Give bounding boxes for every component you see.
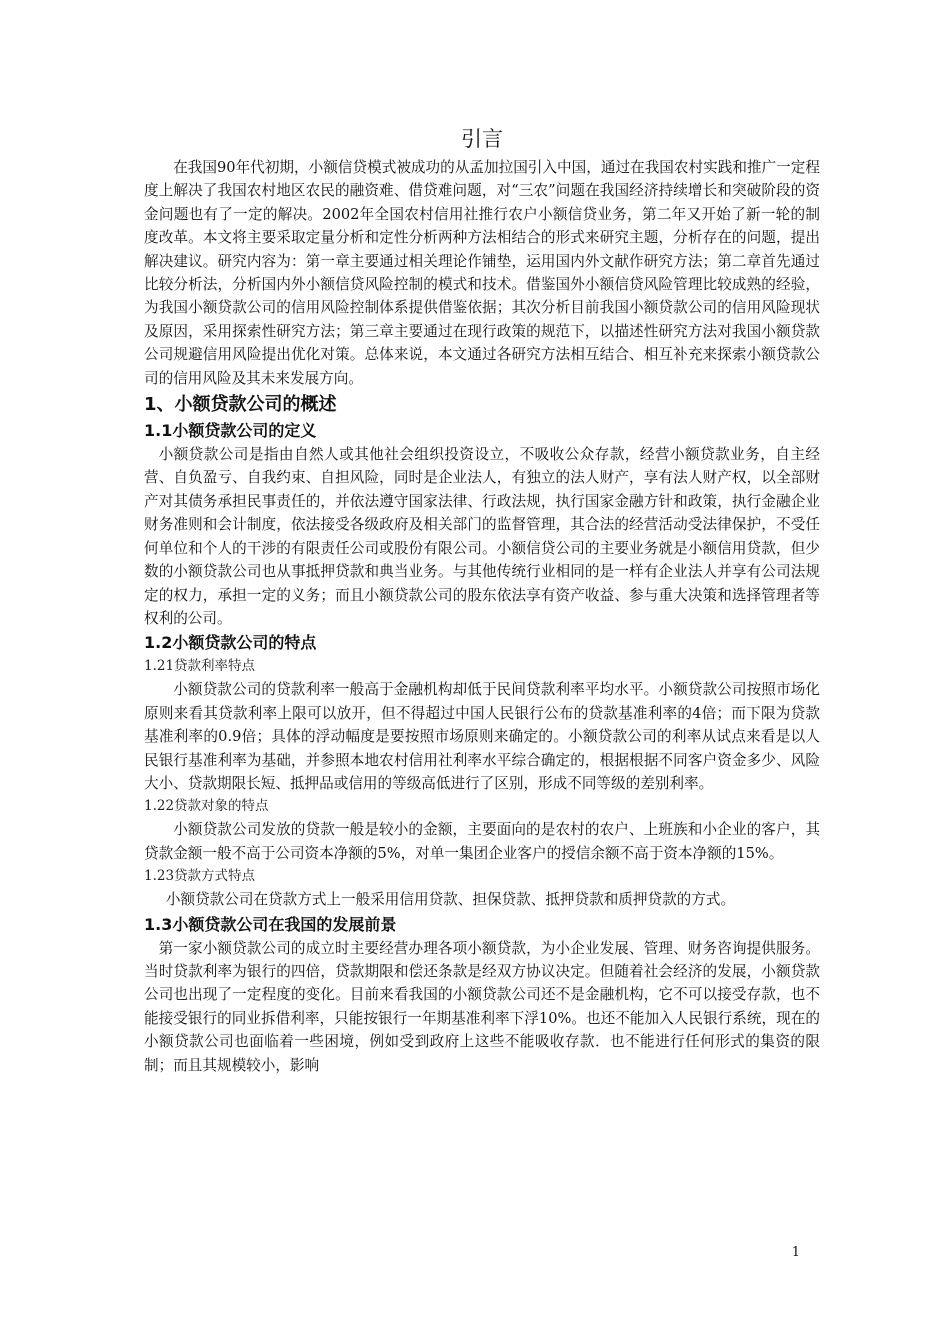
section-1-21-heading: 1.21贷款利率特点: [144, 658, 256, 675]
section-1-22-paragraph: 小额贷款公司发放的贷款一般是较小的金额，主要面向的是农村的农户、上班族和小企业的客户，其贷款金额一般不高于公司资本净额的5%，对单一集团企业客户的授信余额不高于资本净额的15%。: [144, 821, 820, 862]
intro-paragraph: 在我国90年代初期，小额信贷模式被成功的从孟加拉国引入中国，通过在我国农村实践和推广一定程度上解决了我国农村地区农民的融资难、借贷难问题，对“三农”问题在我国经济持续增长和突破阶段的资金问题也有了一定的解决。2002年全国农村信用社推行农户小额信贷业务，第二年又开始了新一轮的制度改革。本文将主要采取定量分析和定性分析两种方法相结合的形式来研究主题，分析存在的问题，提出解决建议。研究内容为：第一章主要通过相关理论作铺垫，运用国内外文献作研究方法；第二章首先通过比较分析法，分析国内外小额信贷风险控制的模式和技术。借鉴国外小额信贷风险管理比较成熟的经验，为我国小额贷款公司的信用风险控制体系提供借鉴依据；其次分析目前我国小额贷款公司的信用风险现状及原因，采用探索性研究方法；第三章主要通过在现行政策的规范下，以描述性研究方法对我国小额贷款公司规避信用风险提出优化对策。总体来说，本文通过各研究方法相互结合、相互补充来探索小额贷款公司的信用风险及其未来发展方向。: [144, 159, 820, 387]
section-1-22-heading: 1.22贷款对象的特点: [144, 798, 269, 815]
section-1-23-heading: 1.23贷款方式特点: [144, 868, 256, 885]
section-1-3-paragraph: 第一家小额贷款公司的成立时主要经营办理各项小额贷款，为小企业发展、管理、财务咨询提供服务。当时贷款利率为银行的四倍，贷款期限和偿还条款是经双方协议决定。但随着社会经济的发展，小额贷款公司也出现了一定程度的变化。目前来看我国的小额贷款公司还不是金融机构，它不可以接受存款，也不能接受银行的同业拆借利率，只能按银行一年期基准利率下浮10%。也还不能加入人民银行系统，现在的小额贷款公司也面临着一些困境，例如受到政府上这些不能吸收存款．也不能进行任何形式的集资的限制；而且其规模较小，影响: [144, 939, 820, 1074]
section-1-3-heading: 1.3小额贷款公司在我国的发展前景: [144, 914, 397, 934]
page-title: 引言: [461, 127, 503, 151]
chapter-1-heading: 1、小额贷款公司的概述: [144, 394, 337, 416]
section-1-1-heading: 1.1小额贷款公司的定义: [144, 421, 317, 441]
section-1-23-paragraph: 小额贷款公司在贷款方式上一般采用信用贷款、担保贷款、抵押贷款和质押贷款的方式。: [165, 891, 736, 909]
section-1-1-paragraph: 小额贷款公司是指由自然人或其他社会组织投资设立，不吸收公众存款，经营小额贷款业务，自主经营、自负盈亏、自我约束、自担风险，同时是企业法人，有独立的法人财产，享有法人财产权，以全部财产对其债务承担民事责任的，并依法遵守国家法律、行政法规，执行国家金融方针和政策，执行金融企业财务准则和会计制度，依法接受各级政府及相关部门的监督管理，其合法的经营活动受法律保护，不受任何单位和个人的干涉的有限责任公司或股份有限公司。小额信贷公司的主要业务就是小额信用贷款，但少数的小额贷款公司也从事抵押贷款和典当业务。与其他传统行业相同的是一样有企业法人并享有公司法规定的权力，承担一定的义务；而且小额贷款公司的股东依法享有资产收益、参与重大决策和选择管理者等权利的公司。: [144, 446, 820, 627]
page-number: 1: [791, 1245, 800, 1260]
section-1-2-heading: 1.2小额贷款公司的特点: [144, 633, 317, 653]
section-1-21-paragraph: 小额贷款公司的贷款利率一般高于金融机构却低于民间贷款利率平均水平。小额贷款公司按照市场化原则来看其贷款利率上限可以放开，但不得超过中国人民银行公布的贷款基准利率的4倍；而下限为贷款基准利率的0.9倍；具体的浮动幅度是要按照市场原则来确定的。小额贷款公司的利率从试点来看是以人民银行基准利率为基础，并参照本地农村信用社利率水平综合确定的，根据根据不同客户资金多少、风险大小、贷款期限长短、抵押品或信用的等级高低进行了区别，形成不同等级的差别利率。: [144, 681, 820, 792]
